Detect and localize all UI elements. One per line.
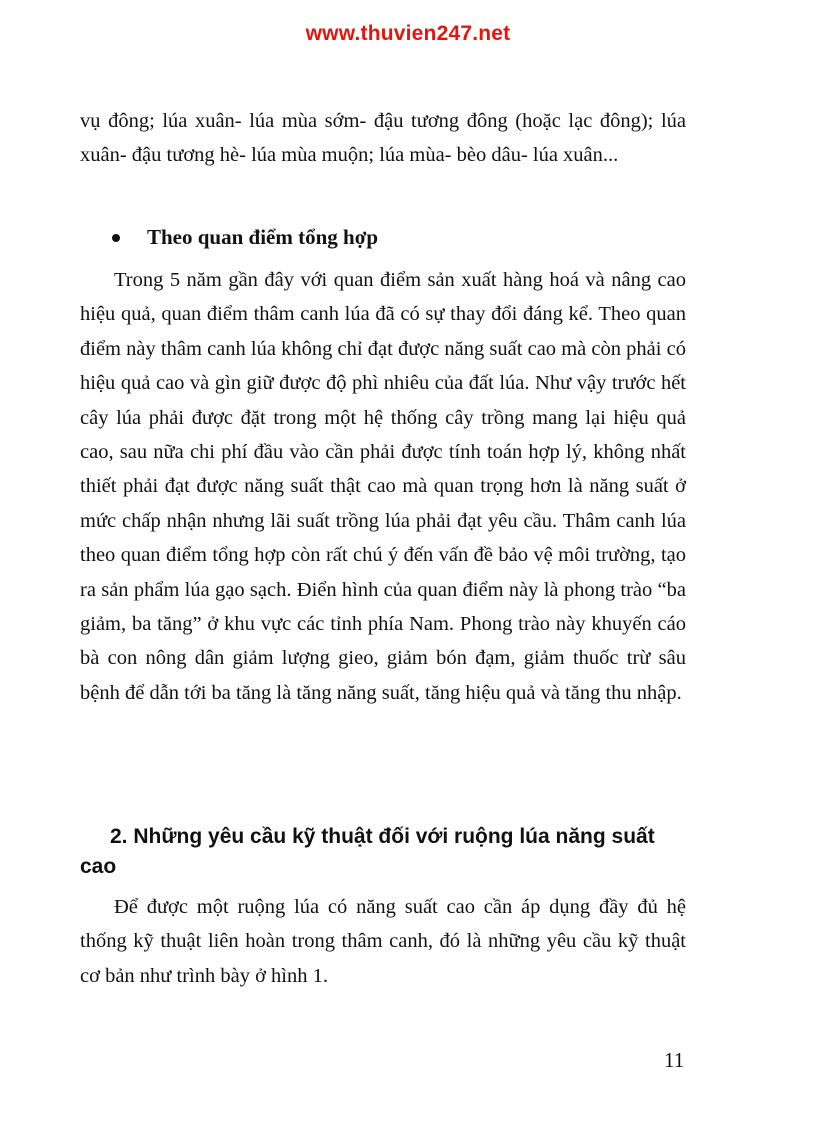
section-paragraph: Để được một ruộng lúa có năng suất cao cần áp dụng đầy đủ hệ thống kỹ thuật liên hoàn trong thâm canh, đó là những yêu cầu kỹ thuật cơ bản như trình bày ở hình 1.: [80, 896, 686, 987]
site-url-header[interactable]: www.thuvien247.net: [305, 22, 511, 45]
bullet-heading-text: Theo quan điểm tổng hợp: [147, 225, 379, 249]
intro-paragraph: vụ đông; lúa xuân- lúa mùa sớm- đậu tương đông (hoặc lạc đông); lúa xuân- đậu tương hè- lúa mùa muộn; lúa mùa- bèo dâu- lúa xuân...: [80, 110, 686, 167]
page-number: 11: [664, 1048, 685, 1072]
bullet-heading: [112, 225, 378, 250]
section-heading: 2. Những yêu cầu kỹ thuật đối với ruộng lúa năng suất cao: [80, 825, 655, 878]
bullet-icon: [112, 234, 120, 242]
bullet-paragraph: Trong 5 năm gần đây với quan điểm sản xuất hàng hoá và nâng cao hiệu quả, quan điểm thâm canh lúa đã có sự thay đổi đáng kể. Theo quan điểm này thâm canh lúa không chỉ đạt được năng suất cao mà còn phải có hiệu quả cao và gìn giữ được độ phì nhiêu của đất lúa. Như vậy trước hết cây lúa phải được đặt trong một hệ thống cây trồng mang lại hiệu quả cao, sau nữa chi phí đầu vào cần phải được tính toán hợp lý, không nhất thiết phải đạt được năng suất thật cao mà quan trọng hơn là năng suất ở mức chấp nhận nhưng lãi suất trồng lúa phải đạt yêu cầu. Thâm canh lúa theo quan điểm tổng hợp còn rất chú ý đến vấn đề bảo vệ môi trường, tạo ra sản phẩm lúa gạo sạch. Điển hình của quan điểm này là phong trào “ba giảm, ba tăng” ở khu vực các tỉnh phía Nam. Phong trào này khuyến cáo bà con nông dân giảm lượng gieo, giảm bón đạm, giảm thuốc trừ sâu bệnh để dẫn tới ba tăng là tăng năng suất, tăng hiệu quả và tăng thu nhập.: [80, 269, 686, 704]
